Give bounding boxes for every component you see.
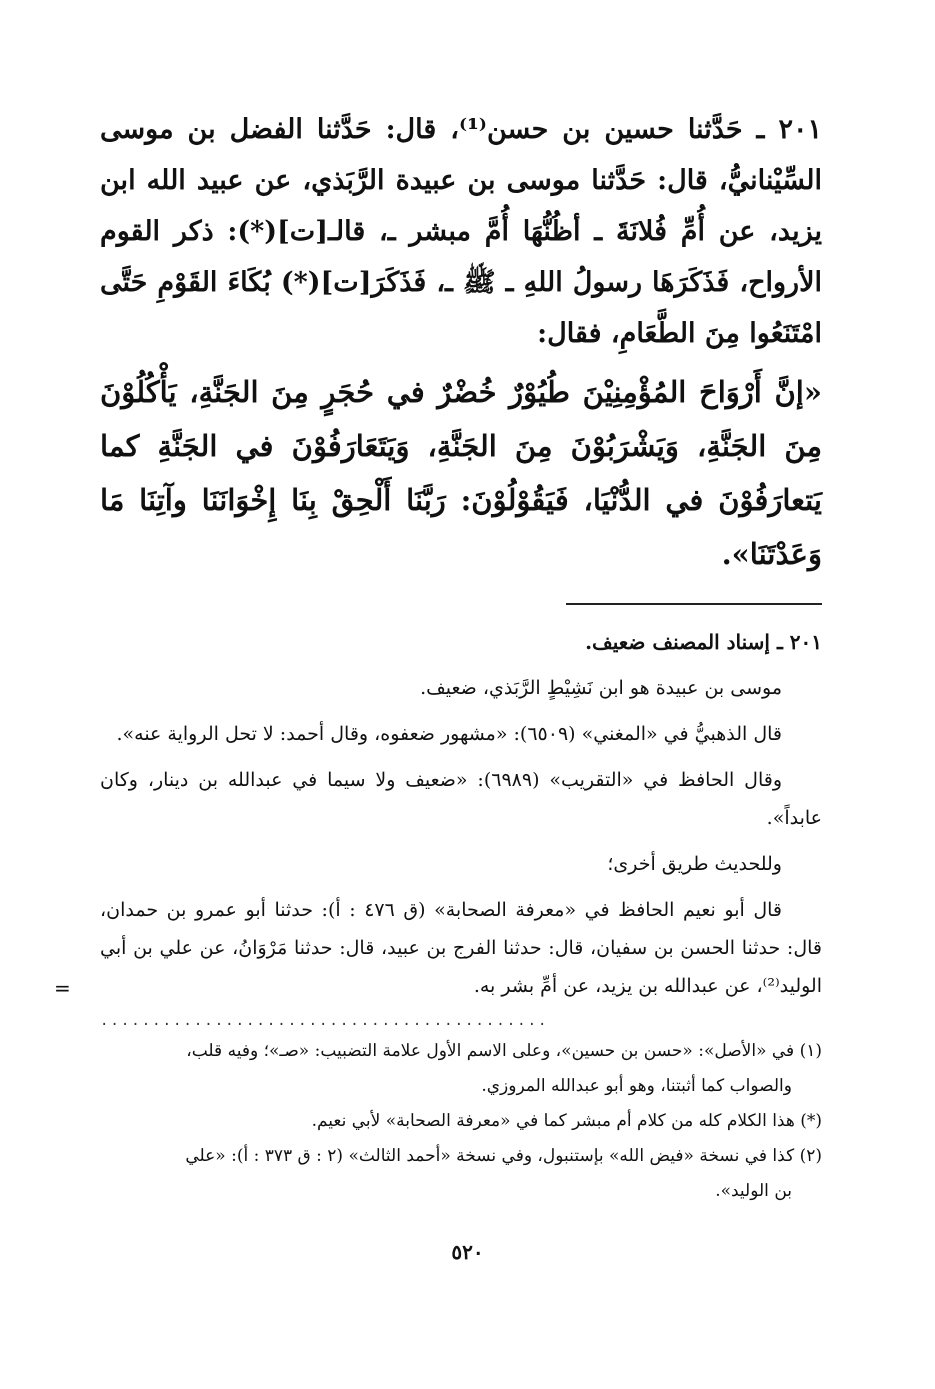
footnote-separator-dots: ........................................... bbox=[100, 1013, 549, 1029]
footnote-1: (١) في «الأصل»: «حسن بن حسين»، وعلى الاسم الأول علامة التضبيب: «صـ»؛ وفيه قلب، bbox=[186, 1041, 822, 1061]
separator-rule bbox=[566, 603, 822, 605]
tahqiq-paragraph-5: قال أبو نعيم الحافظ في «معرفة الصحابة» (ق ٤٧٦ : أ): حدثنا أبو عمرو بن حمدان، قال: حدثنا الحسن بن سفيان، قال: حدثنا الفرج بن عبيد، قال: حدثنا مَرْوَانُ، عن علي بن أبي الوليد⁽²⁾، عن عبدالله بن يزيد، عن أمِّ بشر به. bbox=[100, 899, 822, 997]
book-page bbox=[100, 104, 822, 1210]
footnote-star: (*) هذا الكلام كله من كلام أم مبشر كما في «معرفة الصحابة» لأبي نعيم. bbox=[311, 1111, 822, 1131]
continuation-mark: = bbox=[54, 976, 71, 1000]
footnote-2-continued: بن الوليد». bbox=[715, 1181, 792, 1201]
footnote-1-continued: والصواب كما أثبتنا، وهو أبو عبدالله المروزي. bbox=[481, 1076, 792, 1096]
footnote-2: (٢) كذا في نسخة «فيض الله» بإستنبول، وفي نسخة «أحمد الثالث» (٢ : ق ٣٧٣ : أ): «علي bbox=[185, 1146, 822, 1166]
tahqiq-paragraph-1: موسى بن عبيدة هو ابن نَشِيْطٍ الرَّبَذي، ضعيف. bbox=[420, 677, 782, 699]
tahqiq-heading: ٢٠١ ـ إسناد المصنف ضعيف. bbox=[585, 630, 822, 654]
page-number: ٥٢٠ bbox=[451, 1240, 484, 1264]
tahqiq-section bbox=[100, 623, 822, 1005]
main-text bbox=[100, 104, 822, 581]
hadith-text: «إنَّ أَرْوَاحَ المُؤْمِنِيْنَ طُيُوْرٌ خُضْرٌ في حُجَرٍ مِنَ الجَنَّةِ، يَأْكُلُوْنَ مِنَ الجَنَّةِ، وَيَشْرَبُوْنَ مِنَ الجَنَّةِ، وَيَتَعَارَفُوْنَ في الجَنَّةِ كما يَتعارَفُوْنَ في الدُّنْيَا، فَيَقُوْلُوْنَ: رَبَّنَا أَلْحِقْ بِنَا إِخْوَانَنَا وآتِنَا مَا وَعَدْتَنَا». bbox=[100, 375, 822, 571]
footnotes bbox=[100, 1035, 822, 1208]
tahqiq-paragraph-4: وللحديث طريق أخرى؛ bbox=[607, 853, 782, 875]
isnad-paragraph: ٢٠١ ـ حَدَّثنا حسين بن حسن⁽¹⁾، قال: حَدَّثنا الفضل بن موسى السِّيْنانيُّ، قال: حَدَّثنا موسى بن عبيدة الرَّبَذي، عن عبيد الله ابن يزيد، عن أُمِّ فُلانَةَ ـ أظُنُّهَا أُمَّ مبشر ـ، قالـ[ت](*): ذكر القوم الأرواح، فَذَكَرَهَا رسولُ اللهِ ـ ﷺ ـ، فَذَكَرَ[ت](*) بُكَاءَ القَوْمِ حَتَّى امْتَنَعُوا مِنَ الطَّعَامِ، فقال: bbox=[100, 114, 822, 349]
tahqiq-paragraph-2: قال الذهبيُّ في «المغني» (٦٥٠٩): «مشهور ضعفوه، وقال أحمد: لا تحل الرواية عنه». bbox=[116, 723, 782, 745]
tahqiq-paragraph-3: وقال الحافظ في «التقريب» (٦٩٨٩): «ضعيف ولا سيما في عبدالله بن دينار، وكان عابداً». bbox=[100, 769, 822, 829]
